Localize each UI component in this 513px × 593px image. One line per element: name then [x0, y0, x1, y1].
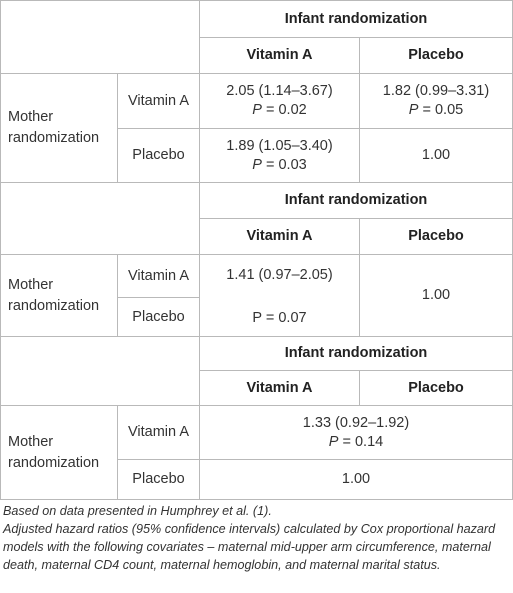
p-value: [252, 156, 306, 175]
p-symbol: P: [252, 102, 262, 118]
column-header-placebo: Placebo: [408, 47, 464, 63]
rule: [0, 0, 1, 500]
hazard-ratio-ci: 1.33 (0.92–1.92): [302, 414, 410, 431]
source-note: Based on data presented in Humphrey et al. (1).: [3, 504, 272, 518]
mother-label-line1: Mother: [8, 433, 54, 450]
mother-label-line1: Mother: [8, 109, 54, 125]
table-footnotes: [3, 502, 508, 574]
p-value-text: = 0.03: [261, 156, 307, 173]
row-label-vitamin-a: Vitamin A: [128, 92, 189, 109]
p-symbol: P: [408, 102, 419, 118]
infant-randomization-header: Infant randomization: [284, 192, 428, 208]
mother-label-line2: randomization: [8, 454, 100, 471]
cell-vitamin-a-vitamin-a: [200, 74, 359, 128]
row-label-vitamin-a: Vitamin A: [128, 267, 189, 284]
column-header-placebo: Placebo: [408, 228, 464, 244]
p-symbol: P: [252, 156, 262, 173]
cell-placebo-placebo: 1.00: [421, 147, 451, 163]
hazard-ratio-ci: 2.05 (1.14–3.67): [226, 83, 333, 99]
cell-placebo-merged: 1.00: [341, 471, 371, 487]
cell-vitamin-a-placebo: [360, 74, 512, 128]
row-label-vitamin-a: Vitamin A: [128, 424, 189, 440]
row-label-placebo: Placebo: [132, 147, 185, 163]
p-value: [409, 101, 463, 120]
hazard-ratio-ci: 1.89 (1.05–3.40): [226, 137, 333, 154]
mother-randomization-label: [8, 74, 116, 182]
column-header-placebo: Placebo: [408, 379, 464, 396]
p-value-text: = 0.02: [261, 102, 307, 118]
p-value-text: = 0.05: [418, 102, 464, 118]
cell-placebo-merged: 1.00: [421, 287, 451, 303]
cell-placebo-vitamin-a: [200, 129, 359, 182]
column-header-vitamin-a: Vitamin A: [246, 47, 313, 63]
hazard-ratio-ci: 1.41 (0.97–2.05): [226, 267, 333, 283]
p-value: [252, 101, 306, 120]
mother-randomization-label: [8, 255, 116, 336]
cell-vitamin-a-merged: [200, 255, 359, 336]
p-value: P = 0.07: [252, 310, 307, 326]
column-header-vitamin-a: Vitamin A: [246, 228, 313, 244]
p-value: [329, 433, 383, 452]
mother-label-line2: randomization: [8, 130, 100, 146]
row-label-placebo: Placebo: [132, 308, 185, 325]
rule: [0, 499, 513, 500]
row-label-placebo: Placebo: [132, 471, 185, 487]
p-symbol: P: [328, 433, 339, 450]
mother-label-line2: randomization: [8, 297, 100, 314]
p-value-text: = 0.14: [338, 433, 384, 450]
column-header-vitamin-a: Vitamin A: [246, 379, 313, 396]
infant-randomization-header: Infant randomization: [284, 10, 428, 27]
adjustment-note: Adjusted hazard ratios (95% confidence intervals) calculated by Cox proportional hazard models with the following covariates – maternal mid-upper arm circumference, maternal death, maternal CD4 count, maternal hemoglobin, and maternal marital status.: [3, 522, 496, 572]
hazard-ratio-ci: 1.82 (0.99–3.31): [382, 83, 490, 99]
mother-randomization-label: [8, 406, 116, 499]
mother-label-line1: Mother: [8, 276, 54, 293]
infant-randomization-header: Infant randomization: [284, 345, 428, 361]
cell-vitamin-a-merged: [200, 406, 512, 459]
